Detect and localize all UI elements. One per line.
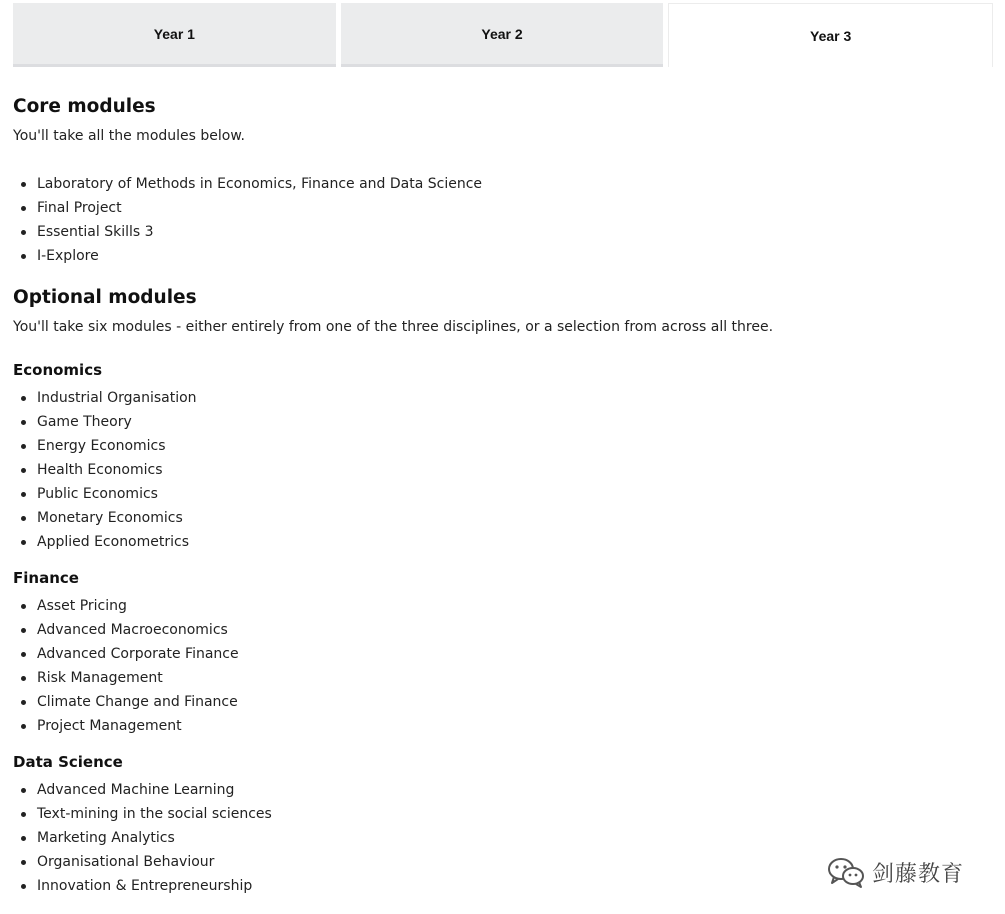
module-name: Final Project — [37, 200, 122, 216]
bullet-icon — [21, 206, 26, 211]
bullet-icon — [21, 604, 26, 609]
list-item — [13, 172, 993, 196]
module-name: Advanced Macroeconomics — [37, 622, 228, 638]
list-item — [13, 506, 993, 530]
bullet-icon — [21, 628, 26, 633]
module-name: Advanced Corporate Finance — [37, 646, 239, 662]
module-name: Laboratory of Methods in Economics, Finance and Data Science — [37, 176, 483, 192]
core-modules-list — [13, 172, 993, 268]
bullet-icon — [21, 516, 26, 521]
list-item — [13, 458, 993, 482]
list-item — [13, 434, 993, 458]
bullet-icon — [21, 652, 26, 657]
bullet-icon — [21, 182, 26, 187]
list-item — [13, 714, 993, 738]
module-name: I-Explore — [37, 248, 99, 264]
bullet-icon — [21, 254, 26, 259]
bullet-icon — [21, 444, 26, 449]
core-modules-intro: You'll take all the modules below. — [13, 128, 245, 144]
finance-heading: Finance — [13, 569, 79, 587]
bullet-icon — [21, 676, 26, 681]
list-item — [13, 618, 993, 642]
bullet-icon — [21, 812, 26, 817]
module-name: Energy Economics — [37, 438, 166, 454]
module-name: Marketing Analytics — [37, 830, 175, 846]
list-item — [13, 690, 993, 714]
bullet-icon — [21, 420, 26, 425]
module-name: Asset Pricing — [37, 598, 127, 614]
optional-modules-heading: Optional modules — [13, 287, 197, 308]
watermark — [826, 855, 964, 889]
wechat-icon — [826, 855, 866, 889]
list-item — [13, 642, 993, 666]
list-item — [13, 220, 993, 244]
module-name: Public Economics — [37, 486, 158, 502]
list-item — [13, 410, 993, 434]
bullet-icon — [21, 788, 26, 793]
core-modules-heading: Core modules — [13, 96, 156, 117]
module-name: Essential Skills 3 — [37, 224, 154, 240]
data-science-heading: Data Science — [13, 753, 123, 771]
module-name: Innovation & Entrepreneurship — [37, 878, 253, 894]
bullet-icon — [21, 230, 26, 235]
module-name: Health Economics — [37, 462, 163, 478]
list-item — [13, 778, 993, 802]
list-item — [13, 482, 993, 506]
list-item — [13, 826, 993, 850]
bullet-icon — [21, 724, 26, 729]
list-item — [13, 530, 993, 554]
module-name: Project Management — [37, 718, 182, 734]
tab-year-1[interactable]: Year 1 — [13, 3, 336, 67]
module-name: Climate Change and Finance — [37, 694, 238, 710]
bullet-icon — [21, 884, 26, 889]
bullet-icon — [21, 540, 26, 545]
optional-modules-intro: You'll take six modules - either entirely from one of the three disciplines, or a selection from across all three. — [13, 319, 774, 335]
economics-heading: Economics — [13, 361, 103, 379]
module-name: Advanced Machine Learning — [37, 782, 235, 798]
watermark-text: 剑藤教育 — [872, 861, 965, 887]
module-name: Monetary Economics — [37, 510, 183, 526]
list-item — [13, 386, 993, 410]
list-item — [13, 666, 993, 690]
module-name: Game Theory — [37, 414, 132, 430]
bullet-icon — [21, 836, 26, 841]
module-name: Risk Management — [37, 670, 163, 686]
tab-year-2[interactable]: Year 2 — [341, 3, 664, 67]
finance-modules-list — [13, 594, 993, 738]
list-item — [13, 244, 993, 268]
bullet-icon — [21, 492, 26, 497]
list-item — [13, 802, 993, 826]
module-name: Text-mining in the social sciences — [37, 806, 272, 822]
bullet-icon — [21, 468, 26, 473]
tab-panel-year-3 — [13, 95, 993, 898]
economics-modules-list — [13, 386, 993, 554]
list-item — [13, 196, 993, 220]
tab-year-3[interactable]: Year 3 — [668, 3, 993, 67]
bullet-icon — [21, 860, 26, 865]
module-name: Applied Econometrics — [37, 534, 190, 550]
bullet-icon — [21, 700, 26, 705]
year-tabs — [13, 3, 993, 67]
module-name: Organisational Behaviour — [37, 854, 215, 870]
list-item — [13, 594, 993, 618]
bullet-icon — [21, 396, 26, 401]
module-name: Industrial Organisation — [37, 390, 197, 406]
